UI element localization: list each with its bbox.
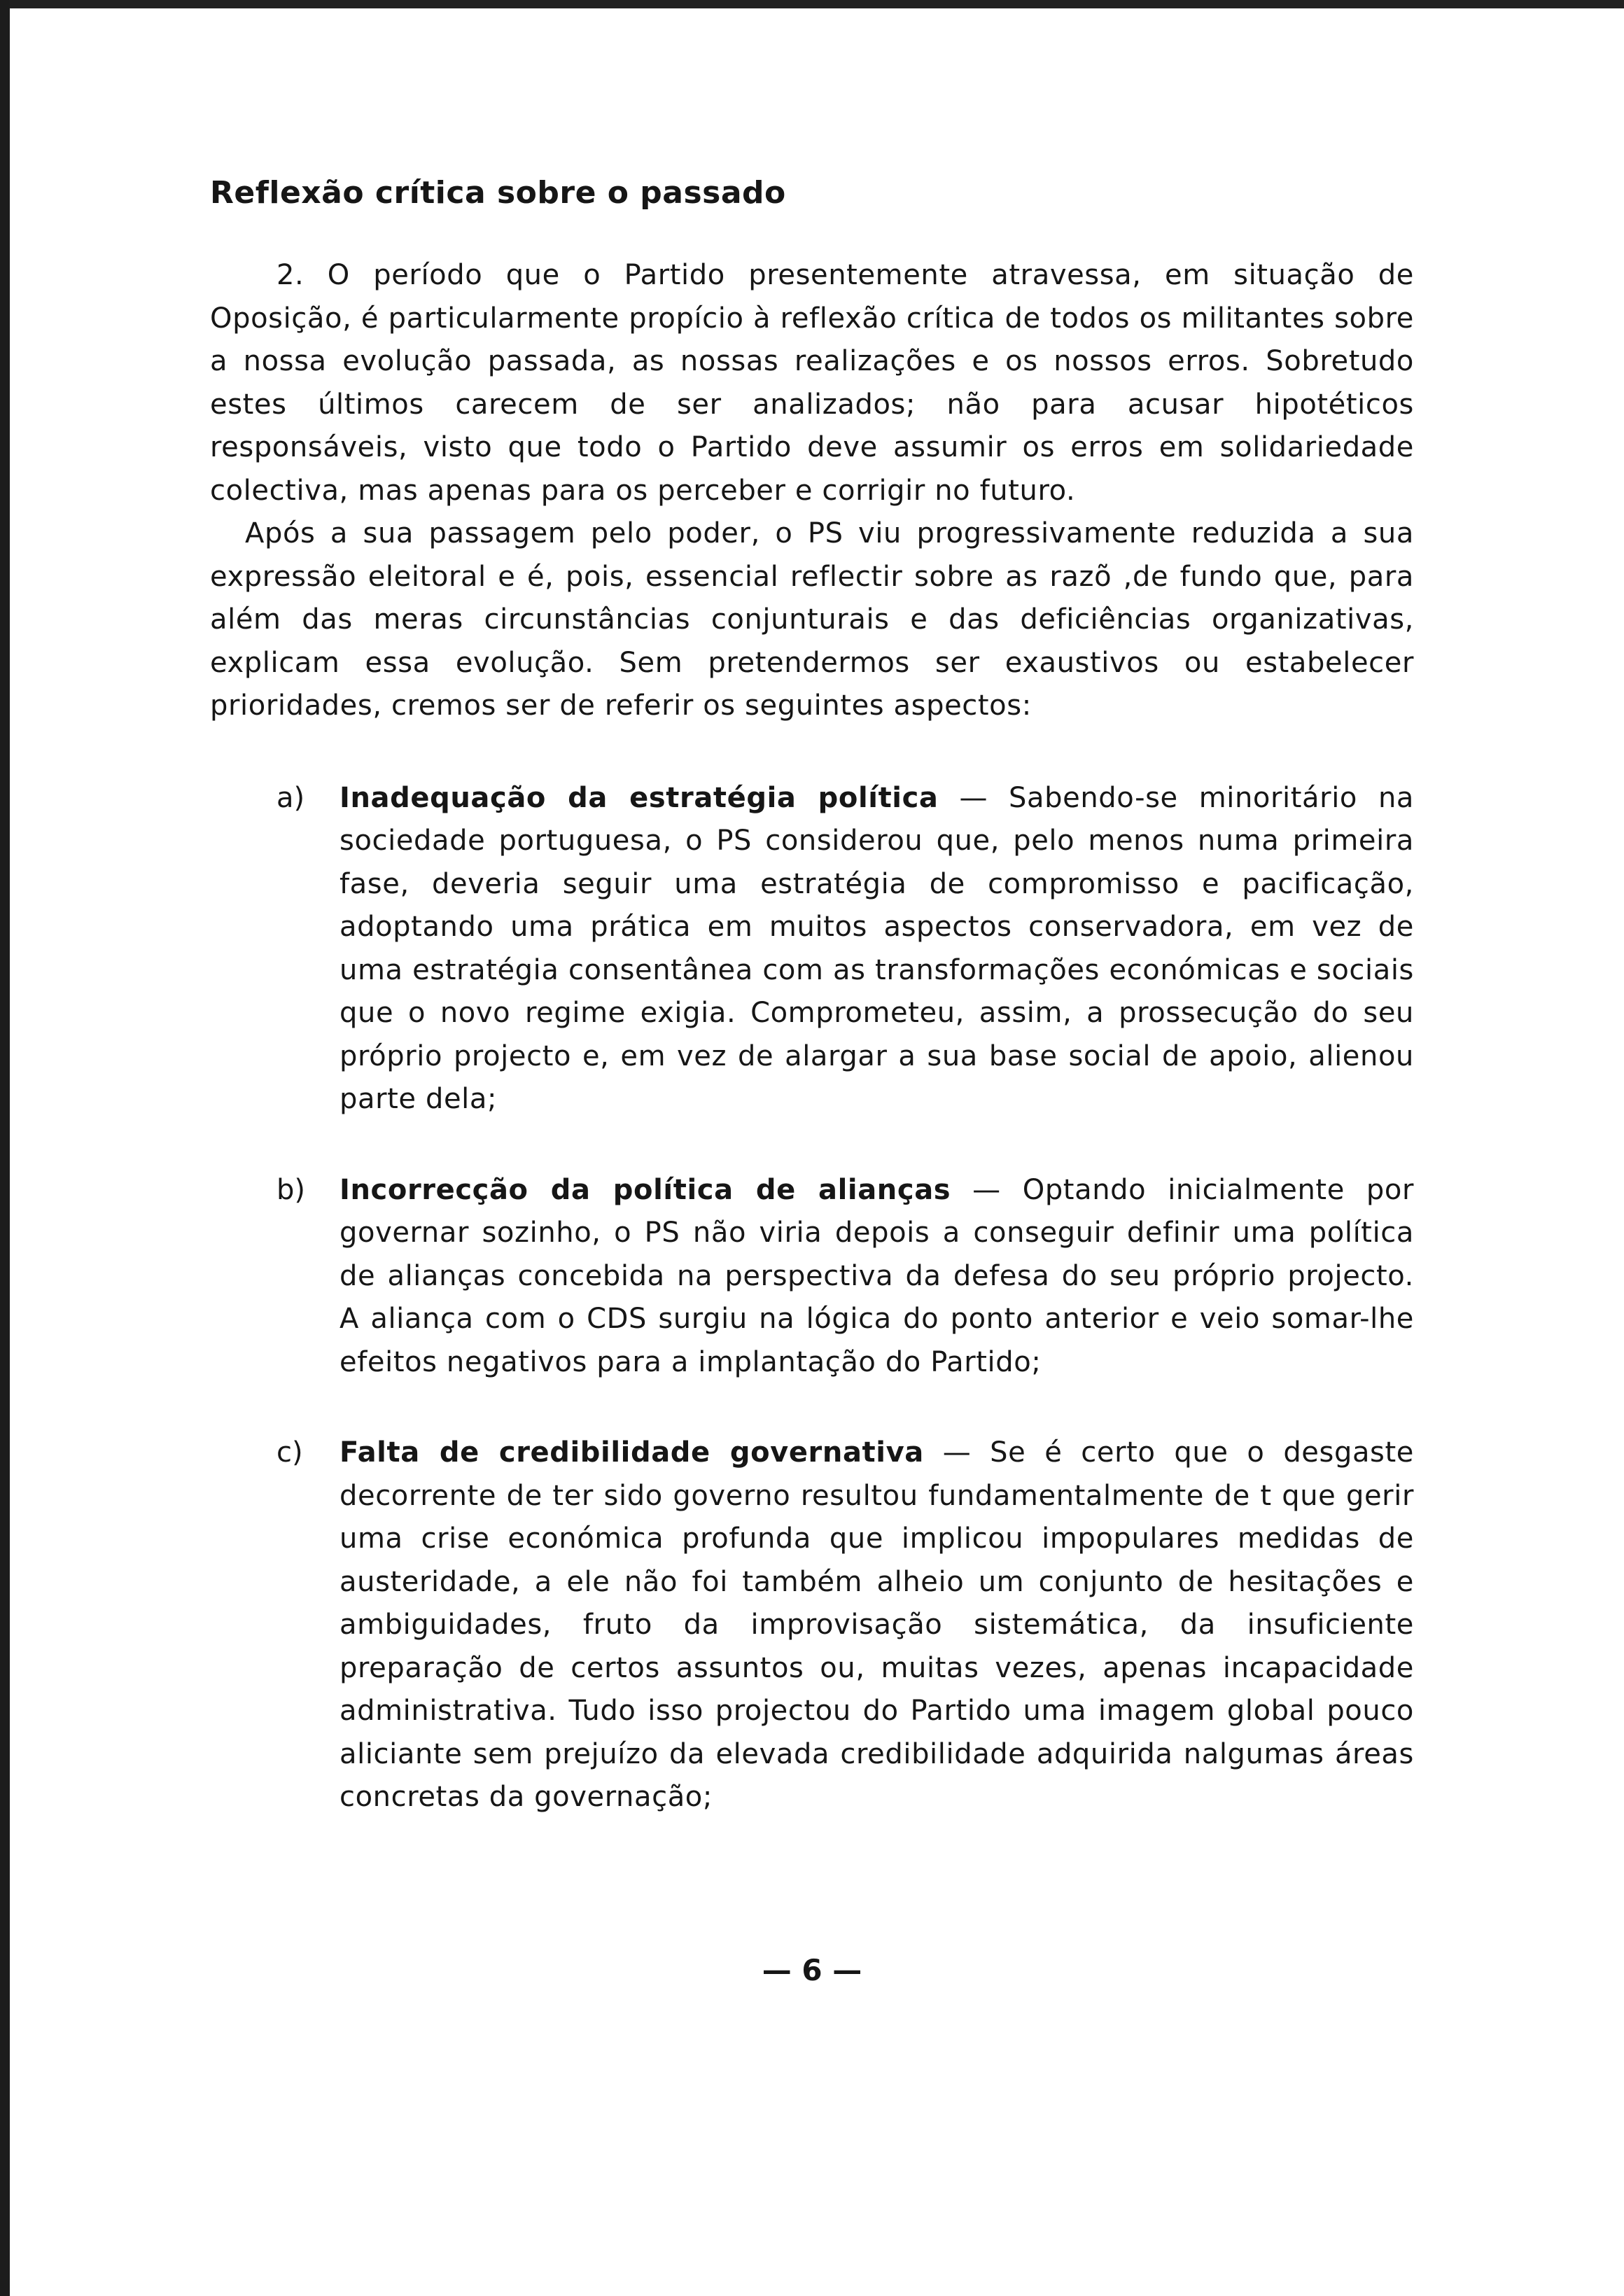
item-marker: c): [276, 1436, 303, 1469]
list-item-b: [210, 1169, 1414, 1385]
document-page: [210, 175, 1414, 1867]
item-marker: a): [276, 781, 305, 814]
item-description: — Se é certo que o desgaste decorrente de ter sido governo resultou fundamentalmente de t que gerir uma crise económica profunda que implicou impopulares medidas de austeridade, a ele não foi também alheio um conjunto de hesitações e ambiguidades, fruto da improvisação sistemática, da insuficiente preparação de certos assuntos ou, muitas vezes, apenas incapacidade administrativa. Tudo isso projectou do Partido uma imagem global pouco aliciante sem prejuízo da elevada credibilidade adquirida nalgumas áreas concretas da governação;: [340, 1436, 1414, 1813]
page-number: — 6 —: [762, 1953, 862, 1987]
item-description: — Optando inicialmente por governar sozinho, o PS não viria depois a conseguir definir uma política de alianças concebida na perspectiva da defesa do seu próprio projecto. A aliança com o CDS surgiu na lógica do ponto anterior e veio somar-lhe efeitos negativos para a implantação do Partido;: [340, 1173, 1414, 1378]
scan-border-left: [0, 0, 10, 2296]
aspects-list: [210, 777, 1414, 1819]
item-body: [340, 1432, 1414, 1819]
second-paragraph: Após a sua passagem pelo poder, o PS viu progressivamente reduzida a sua expressão eleitoral e é, pois, essencial reflectir sobre as razõ ,de fundo que, para além das meras circunstâncias conjunturais e das deficiências organizativas, explicam essa evolução. Sem pretendermos ser exaustivos ou estabelecer prioridades, cremos ser de referir os seguintes aspectos:: [210, 517, 1414, 722]
item-marker: b): [276, 1173, 305, 1206]
intro-paragraph: 2. O período que o Partido presentemente atravessa, em situação de Oposição, é particularmente propício à reflexão crítica de todos os militantes sobre a nossa evolução passada, as nossas realizações e os nossos erros. Sobretudo estes últimos carecem de ser analizados; não para acusar hipotéticos responsáveis, visto que todo o Partido deve assumir os erros em solidariedade colectiva, mas apenas para os perceber e corrigir no futuro.: [210, 259, 1414, 507]
item-body: [340, 777, 1414, 1121]
list-item-a: [210, 777, 1414, 1121]
item-description: — Sabendo-se minoritário na sociedade portuguesa, o PS considerou que, pelo menos numa primeira fase, deveria seguir uma estratégia de compromisso e pacificação, adoptando uma prática em muitos aspectos conservadora, em vez de uma estratégia consentânea com as transformações económicas e sociais que o novo regime exigia. Comprometeu, assim, a prossecução do seu próprio projecto e, em vez de alargar a sua base social de apoio, alienou parte dela;: [340, 781, 1415, 1115]
scan-border-top: [0, 0, 1624, 8]
item-body: [340, 1169, 1414, 1385]
item-term: Inadequação da estratégia política: [340, 781, 939, 814]
list-item-c: [210, 1432, 1414, 1819]
section-heading: Reflexão crítica sobre o passado: [210, 175, 786, 211]
item-term: Falta de credibilidade governativa: [340, 1436, 924, 1469]
item-term: Incorrecção da política de alianças: [340, 1173, 951, 1206]
